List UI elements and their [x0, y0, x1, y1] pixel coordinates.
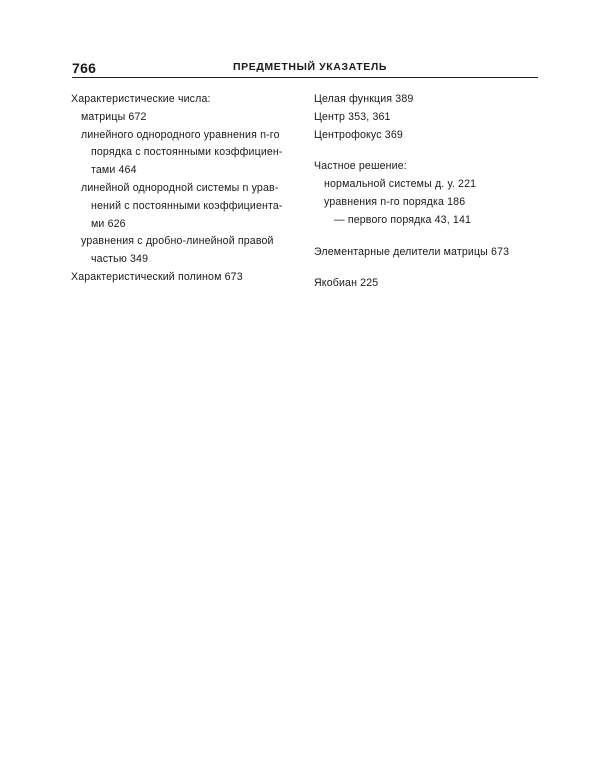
index-entry: Характеристический полином 673: [71, 270, 243, 283]
page-number: 766: [72, 60, 97, 76]
index-subentry: матрицы 672: [81, 110, 147, 123]
index-subentry-continuation: частью 349: [91, 253, 149, 266]
index-entry: Элементарные делители матрицы 673: [314, 245, 510, 258]
spacer: [314, 261, 538, 275]
index-entry-heading: Характеристические числа:: [71, 93, 211, 105]
spacer: [314, 144, 538, 158]
index-subentry: нормальной системы д. у. 221: [324, 178, 477, 191]
index-entry-heading: Частное решение:: [314, 160, 407, 173]
index-subentry-continuation: порядка с постоянными коэффициен-: [91, 146, 283, 159]
index-subentry: линейной однородной системы n урав-: [81, 181, 279, 194]
spacer: [314, 230, 538, 244]
index-subentry: уравнения n-го порядка 186: [324, 195, 466, 208]
header-rule: [72, 77, 538, 78]
index-subentry-continuation: нений с постоянными коэффициента-: [91, 199, 283, 212]
index-subentry: — первого порядка 43, 141: [334, 213, 472, 226]
index-entry: Центрофокус 369: [314, 128, 403, 141]
right-column: [314, 91, 538, 293]
left-column: [71, 91, 303, 287]
index-subentry: линейного однородного уравнения n-го: [81, 128, 280, 141]
index-subentry-continuation: ми 626: [91, 217, 126, 230]
index-subentry: уравнения с дробно-линейной правой: [81, 235, 274, 248]
running-title: ПРЕДМЕТНЫЙ УКАЗАТЕЛЬ: [233, 61, 388, 73]
index-subentry-continuation: тами 464: [91, 164, 137, 177]
index-entry: Центр 353, 361: [314, 110, 391, 123]
index-entry: Целая функция 389: [314, 93, 414, 105]
page-header: [72, 58, 538, 78]
index-entry: Якобиан 225: [314, 277, 379, 290]
